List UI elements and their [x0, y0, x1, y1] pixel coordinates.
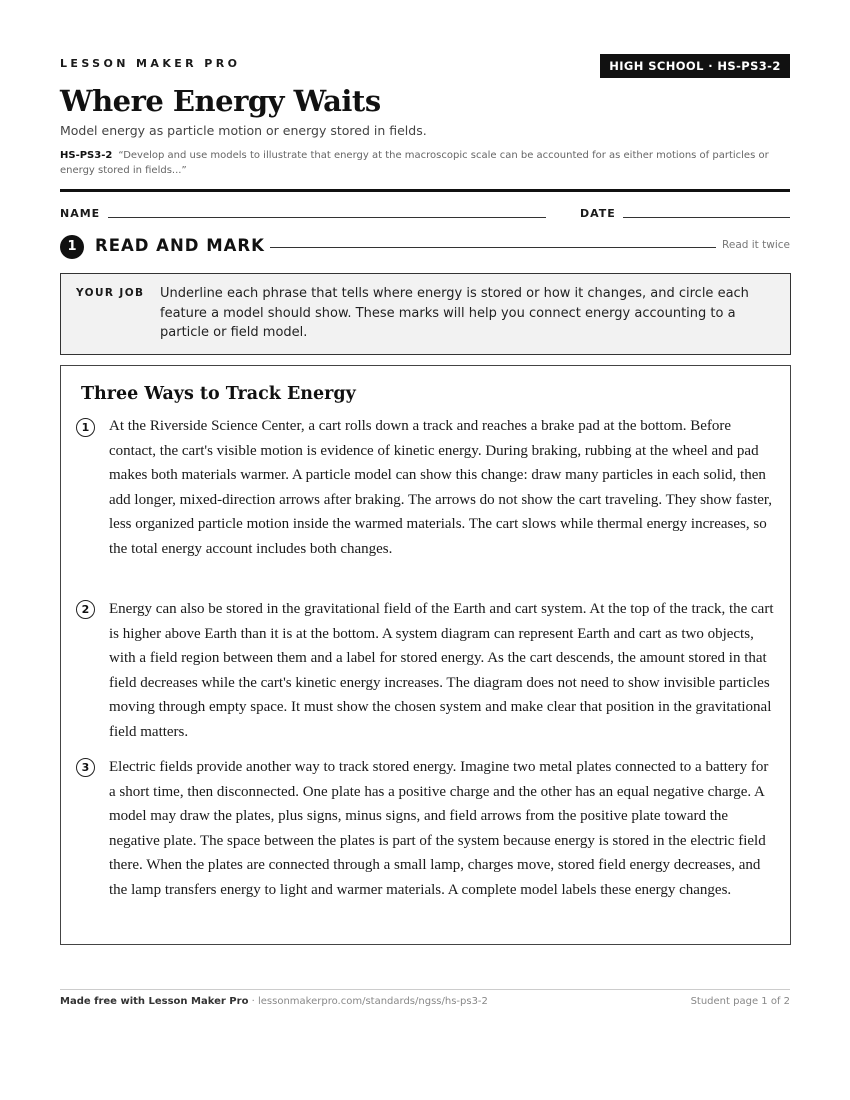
standard-text: “Develop and use models to illustrate that energy at the macroscopic scale can be accounted for as either motions of particles or energy stored in fields...” [60, 150, 769, 176]
paragraph-3: Electric fields provide another way to track stored energy. Imagine two metal plates connected to a battery for a short time, then disconnected. One plate has a positive charge and the other has an equal negative charge. A model may draw the plates, plus signs, minus signs, and field arrows from the positive plate toward the negative plate. The space between the plates is part of the system because energy is stored in the electric field there. When the plates are connected through a small lamp, charges move, stored field energy decreases, and the lamp transfers energy to light and warmer materials. A complete model labels these energy changes. [109, 759, 769, 898]
name-field-line[interactable] [108, 217, 546, 218]
page-title: Where Energy Waits [60, 84, 381, 118]
footer-divider [60, 989, 790, 990]
section-title: READ AND MARK [95, 236, 265, 255]
standard-statement [60, 148, 790, 178]
header-divider [60, 189, 790, 192]
section-number-badge: 1 [60, 235, 84, 259]
your-job-text: Underline each phrase that tells where energy is stored or how it changes, and circle each feature a model should show. These marks will help you connect energy accounting to a particle or field model. [160, 286, 749, 340]
your-job-box [60, 273, 791, 355]
paragraph-number-3: 3 [76, 758, 95, 777]
paragraph-number-2: 2 [76, 600, 95, 619]
date-label: DATE [580, 207, 616, 220]
your-job-label: YOUR JOB [76, 287, 145, 299]
footer-made-with: Made free with Lesson Maker Pro [60, 996, 249, 1007]
section-divider [270, 247, 716, 248]
grade-standard-badge: HIGH SCHOOL · HS-PS3-2 [600, 54, 790, 78]
date-field-line[interactable] [623, 217, 790, 218]
name-label: NAME [60, 207, 101, 220]
page-subtitle: Model energy as particle motion or energy stored in fields. [60, 123, 427, 138]
footer-credit [60, 996, 488, 1007]
reading-title: Three Ways to Track Energy [81, 384, 356, 404]
paragraph-2: Energy can also be stored in the gravitational field of the Earth and cart system. At the top of the track, the cart is higher above Earth than it is at the bottom. A system diagram can represent Earth and cart as two objects, with a field region between them and a label for stored energy. As the cart descends, the amount stored in that field decreases while the cart's kinetic energy increases. The diagram does not need to show invisible particles moving through empty space. It must show the chosen system and make clear that position in the gravitational field matters. [109, 601, 774, 740]
footer-page-number: Student page 1 of 2 [690, 996, 790, 1007]
footer-url[interactable]: · lessonmakerpro.com/standards/ngss/hs-ps3-2 [251, 996, 488, 1007]
paragraph-1: At the Riverside Science Center, a cart rolls down a track and reaches a brake pad at the bottom. Before contact, the cart's visible motion is evidence of kinetic energy. During braking, rubbing at the wheel and pad makes both materials warmer. A particle model can show this change: draw many particles in each solid, then add longer, mixed-direction arrows after braking. The arrows do not show the cart traveling. They show faster, less organized particle motion inside the warmed materials. The cart slows while thermal energy increases, so the total energy account includes both changes. [109, 418, 773, 557]
standard-code: HS-PS3-2 [60, 150, 113, 161]
reading-passage [60, 365, 791, 945]
brand-name: LESSON MAKER PRO [60, 57, 241, 70]
paragraph-number-1: 1 [76, 418, 95, 437]
section-note: Read it twice [722, 239, 790, 251]
